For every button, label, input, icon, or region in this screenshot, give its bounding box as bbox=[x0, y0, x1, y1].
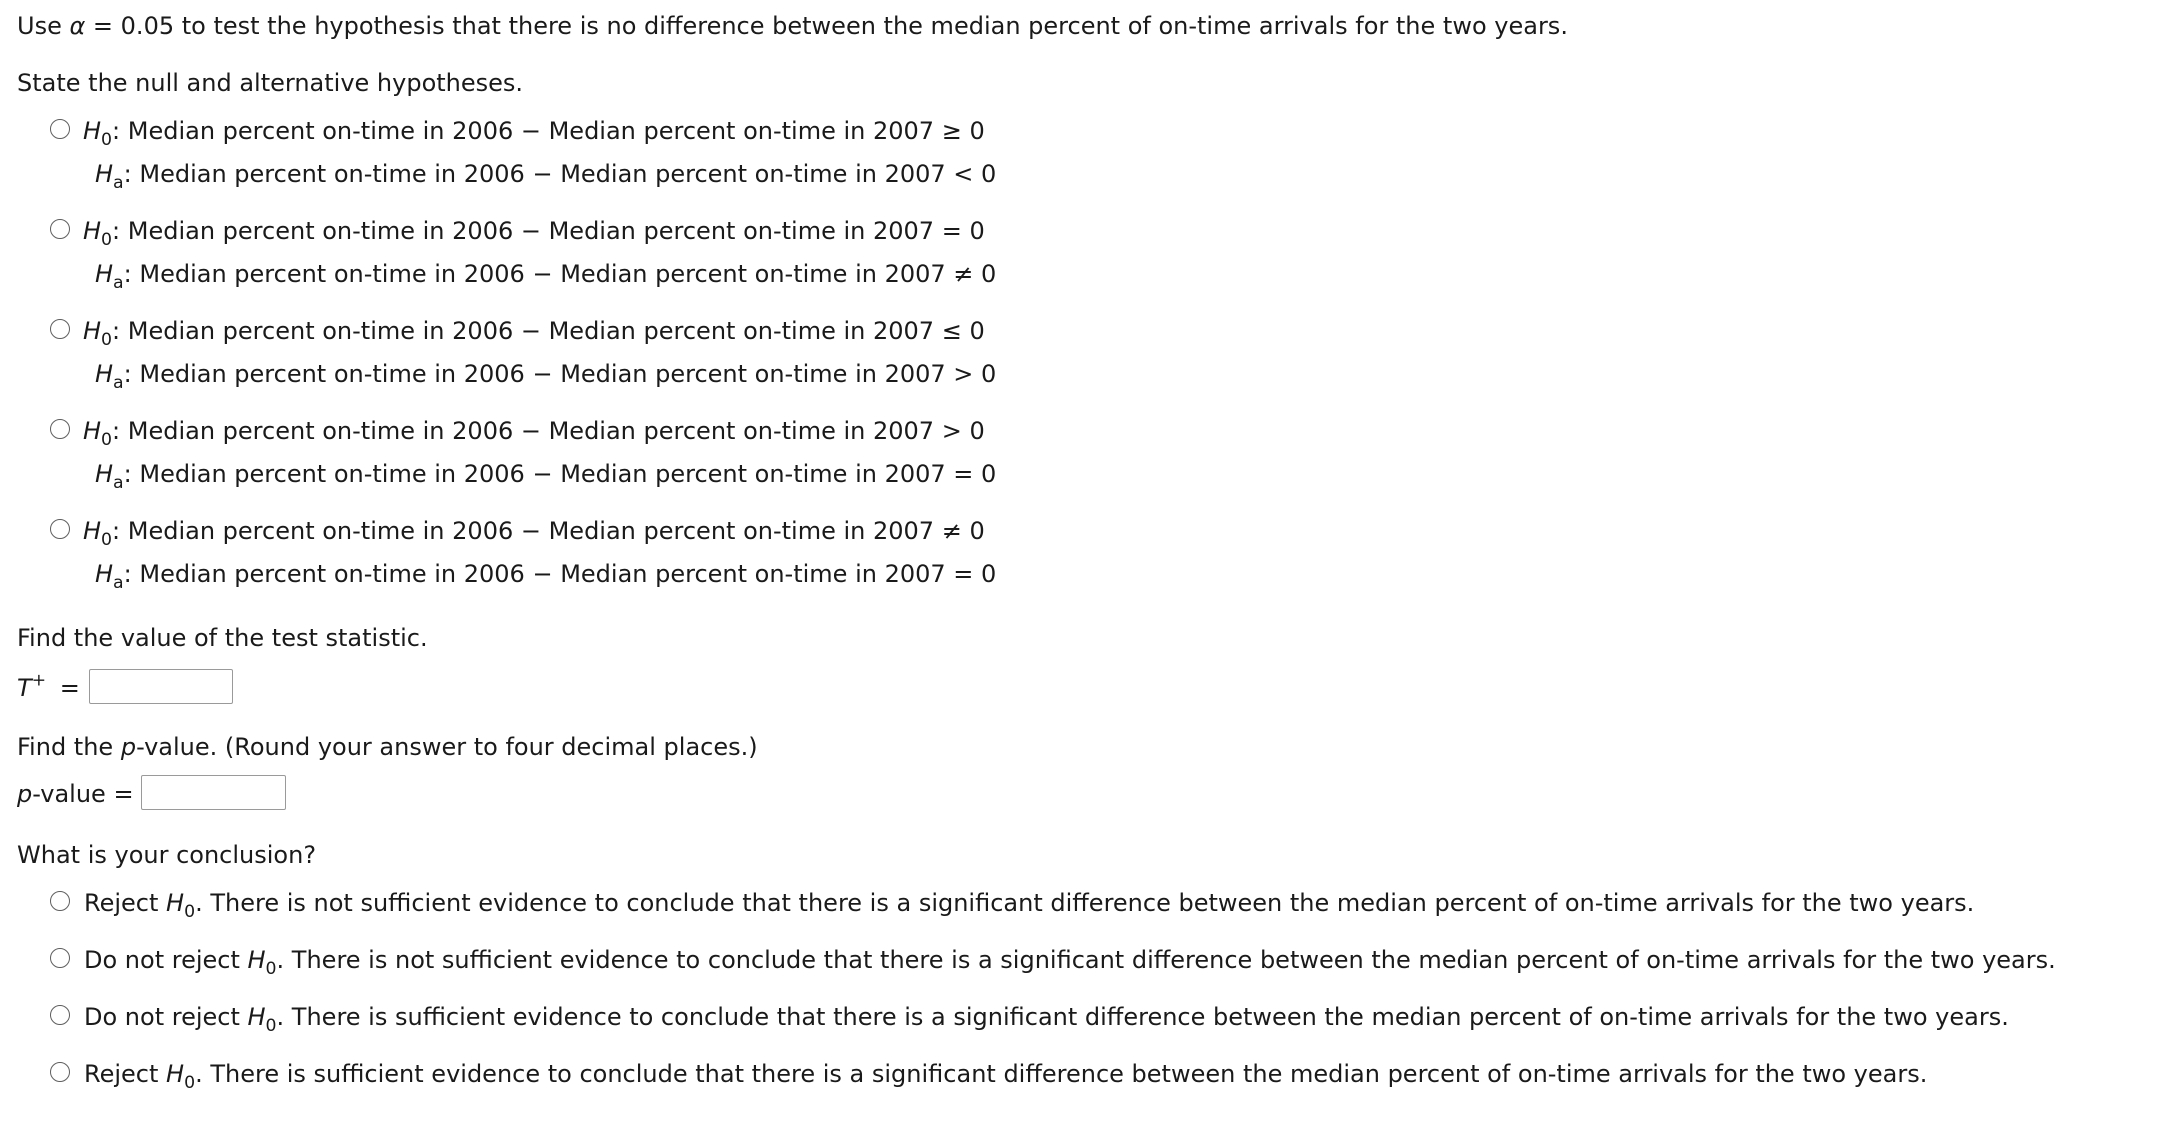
hypothesis-radio-2[interactable] bbox=[50, 219, 70, 239]
conclusion-text: Reject $H_0$. There is sufficient evidence to conclude that there is a significant difference between the median percent of on-time arrivals for the two years. bbox=[84, 1060, 1928, 1094]
hypothesis-radio-4[interactable] bbox=[50, 419, 70, 439]
conclusion-radio-4[interactable] bbox=[50, 1062, 70, 1082]
conclusion-prompt: What is your conclusion? bbox=[17, 841, 317, 869]
hypotheses-prompt: State the null and alternative hypotheses. bbox=[17, 69, 524, 97]
p-value-prompt: Find the p-value. (Round your answer to four decimal places.) bbox=[17, 733, 758, 761]
ha-line: $H_a$: Median percent on-time in 2006 − Median percent on-time in 2007 > 0 bbox=[95, 360, 997, 394]
ha-line: $H_a$: Median percent on-time in 2006 − Median percent on-time in 2007 = 0 bbox=[95, 460, 997, 494]
conclusion-radio-1[interactable] bbox=[50, 891, 70, 911]
conclusion-text: Do not reject $H_0$. There is not sufficient evidence to conclude that there is a significant difference between the median percent of on-time arrivals for the two years. bbox=[84, 946, 2056, 980]
h0-line: $H_0$: Median percent on-time in 2006 − Median percent on-time in 2007 ≥ 0 bbox=[83, 117, 985, 151]
hypothesis-radio-3[interactable] bbox=[50, 319, 70, 339]
h0-line: $H_0$: Median percent on-time in 2006 − Median percent on-time in 2007 = 0 bbox=[83, 217, 985, 251]
ha-line: $H_a$: Median percent on-time in 2006 − Median percent on-time in 2007 < 0 bbox=[95, 160, 997, 194]
conclusion-radio-2[interactable] bbox=[50, 948, 70, 968]
test-statistic-label: T+ = bbox=[17, 670, 80, 702]
h0-line: $H_0$: Median percent on-time in 2006 − Median percent on-time in 2007 > 0 bbox=[83, 417, 985, 451]
hypothesis-radio-5[interactable] bbox=[50, 519, 70, 539]
test-statistic-prompt: Find the value of the test statistic. bbox=[17, 624, 428, 652]
conclusion-text: Do not reject $H_0$. There is sufficient evidence to conclude that there is a significant difference between the median percent of on-time arrivals for the two years. bbox=[84, 1003, 2009, 1037]
hypothesis-radio-1[interactable] bbox=[50, 119, 70, 139]
h0-line: $H_0$: Median percent on-time in 2006 − Median percent on-time in 2007 ≤ 0 bbox=[83, 317, 985, 351]
h0-line: $H_0$: Median percent on-time in 2006 − Median percent on-time in 2007 ≠ 0 bbox=[83, 517, 985, 551]
p-value-input[interactable] bbox=[141, 775, 286, 810]
conclusion-radio-3[interactable] bbox=[50, 1005, 70, 1025]
intro-text: Use α = 0.05 to test the hypothesis that there is no difference between the median percent of on-time arrivals for the two years. bbox=[17, 12, 1568, 40]
alpha-symbol: α bbox=[69, 12, 86, 40]
ha-line: $H_a$: Median percent on-time in 2006 − Median percent on-time in 2007 = 0 bbox=[95, 560, 997, 594]
test-statistic-input[interactable] bbox=[89, 669, 233, 704]
conclusion-text: Reject $H_0$. There is not sufficient evidence to conclude that there is a significant difference between the median percent of on-time arrivals for the two years. bbox=[84, 889, 1975, 923]
ha-line: $H_a$: Median percent on-time in 2006 − Median percent on-time in 2007 ≠ 0 bbox=[95, 260, 997, 294]
p-value-label: p-value = bbox=[17, 780, 134, 808]
